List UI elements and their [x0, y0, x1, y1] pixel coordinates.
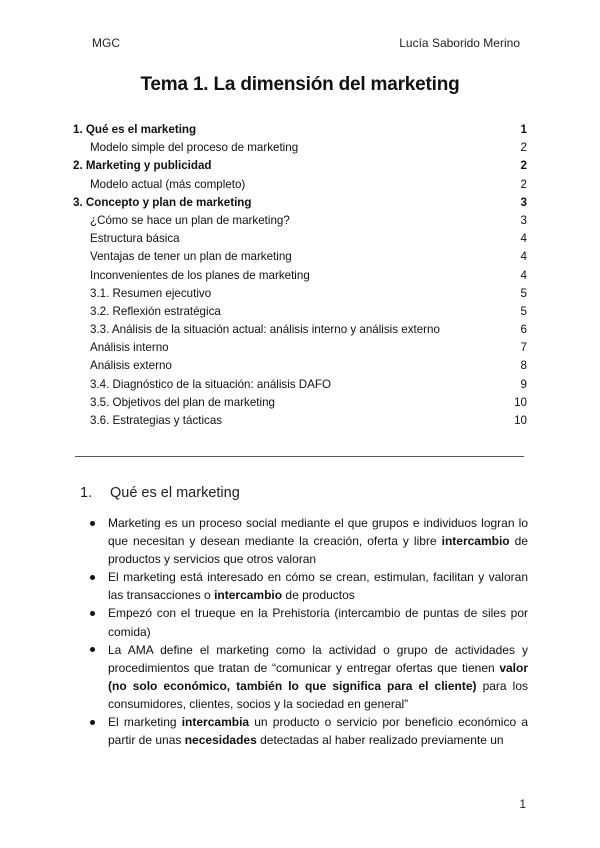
bullet-dot-icon: [90, 575, 95, 580]
bullet-text-bold: necesidades: [184, 733, 257, 748]
bullet-text: Empezó con el trueque en la Prehistoria (intercambio de puntas de siles por comida): [108, 606, 528, 639]
bullet-text-bold: intercambio: [214, 588, 283, 603]
bullet-text: El marketing está interesado en cómo se crean, estimulan, facilitan y valoran las transacciones o: [108, 570, 528, 603]
bullet-text: de productos y servicios que otros valoran: [108, 534, 528, 567]
section-title: Qué es el marketing: [110, 485, 240, 501]
toc-entry-label: 2. Marketing y publicidad: [73, 159, 212, 173]
bullet-list: [90, 514, 528, 749]
bullet-text: un producto o servicio por beneficio económico a partir de unas: [108, 715, 528, 748]
toc-entry-label: 3.4. Diagnóstico de la situación: análisis DAFO: [90, 377, 332, 391]
bullet-dot-icon: [90, 720, 95, 725]
header-course: MGC: [92, 36, 120, 50]
bullet-dot-icon: [90, 521, 95, 526]
divider: [75, 456, 524, 457]
bullet-text-bold: valor (no solo económico, también lo que significa para el cliente): [108, 660, 528, 693]
toc-entry[interactable]: [73, 376, 527, 394]
bullet-text: para los consumidores, clientes, socios y la sociedad en general”: [108, 678, 528, 711]
bullet-item: [90, 641, 528, 713]
toc-entry-page: 3: [520, 213, 527, 227]
toc-entry[interactable]: [73, 412, 527, 430]
toc-entry-page: 9: [520, 377, 527, 391]
toc-entry[interactable]: [73, 157, 527, 175]
section-number: 1.: [80, 485, 93, 501]
page-number: 1: [519, 797, 526, 811]
toc-entry-page: 10: [514, 414, 527, 427]
toc-entry[interactable]: [73, 194, 527, 212]
toc-entry-label: Análisis externo: [90, 359, 172, 373]
bullet-item: [90, 713, 528, 749]
bullet-item: [90, 568, 528, 604]
toc-entry-page: 10: [514, 395, 527, 409]
toc-entry-page: 2: [520, 177, 527, 191]
toc-entry-label: 3.6. Estrategias y tácticas: [90, 414, 223, 427]
toc-entry[interactable]: [73, 285, 527, 303]
toc-entry-page: 6: [520, 323, 527, 337]
toc-entry[interactable]: [73, 394, 527, 412]
toc-entry[interactable]: [73, 176, 527, 194]
toc-entry-label: 3.2. Reflexión estratégica: [90, 304, 221, 318]
toc-entry-page: 7: [520, 341, 527, 355]
toc-entry-page: 2: [520, 141, 527, 155]
document-title: Tema 1. La dimensión del marketing: [140, 74, 460, 95]
toc-entry[interactable]: [73, 339, 527, 357]
bullet-dot-icon: [90, 647, 95, 652]
bullet-text: detectadas al haber realizado previamente un: [256, 733, 504, 748]
toc-entry-label: ¿Cómo se hace un plan de marketing?: [90, 213, 290, 227]
toc-entry-label: Estructura básica: [90, 232, 180, 246]
toc-entry-page: 2: [520, 159, 527, 173]
toc-entry[interactable]: [73, 212, 527, 230]
toc-entry-label: Modelo actual (más completo): [90, 177, 246, 191]
table-of-contents: [73, 121, 527, 430]
toc-entry-page: 4: [520, 268, 527, 282]
toc-entry-label: Modelo simple del proceso de marketing: [90, 141, 299, 155]
bullet-dot-icon: [90, 611, 95, 616]
toc-entry[interactable]: [73, 303, 527, 321]
toc-entry-page: 1: [520, 123, 527, 136]
toc-entry-label: 3.5. Objetivos del plan de marketing: [90, 395, 275, 409]
toc-entry-label: Ventajas de tener un plan de marketing: [90, 250, 292, 264]
toc-entry-page: 4: [520, 232, 527, 246]
toc-entry-label: 3.1. Resumen ejecutivo: [90, 286, 212, 300]
toc-entry[interactable]: [73, 139, 527, 157]
toc-entry-page: 5: [520, 286, 527, 300]
toc-entry-page: 8: [520, 359, 527, 373]
toc-entry[interactable]: [73, 230, 527, 248]
toc-entry[interactable]: [73, 267, 527, 285]
toc-entry[interactable]: [73, 357, 527, 375]
bullet-text: Marketing es un proceso social mediante el que grupos e individuos logran lo que necesitan y desean mediante la creación, oferta y libre: [108, 516, 528, 549]
bullet-text-bold: intercambia: [181, 715, 250, 730]
bullet-text-bold: intercambio: [441, 534, 510, 549]
toc-entry[interactable]: [73, 248, 527, 266]
toc-entry-page: 5: [520, 304, 527, 318]
header-author: Lucía Saborido Merino: [399, 36, 520, 50]
bullet-text: El marketing: [108, 715, 182, 730]
section-heading: [80, 485, 240, 501]
toc-entry[interactable]: [73, 321, 527, 339]
toc-entry-page: 4: [520, 250, 527, 264]
bullet-text: La AMA define el marketing como la actividad o grupo de actividades y procedimientos que tratan de “comunicar y entregar ofertas que tienen: [108, 642, 528, 675]
toc-entry-label: Análisis interno: [90, 341, 169, 355]
bullet-text: de productos: [282, 588, 355, 603]
bullet-item: [90, 604, 528, 640]
toc-entry-label: Inconvenientes de los planes de marketing: [90, 268, 310, 282]
toc-entry-label: 3.3. Análisis de la situación actual: análisis interno y análisis externo: [90, 323, 440, 337]
toc-entry[interactable]: [73, 121, 527, 139]
bullet-item: [90, 514, 528, 568]
toc-entry-label: 3. Concepto y plan de marketing: [73, 195, 252, 209]
toc-entry-page: 3: [520, 195, 527, 209]
toc-entry-label: 1. Qué es el marketing: [73, 123, 197, 136]
